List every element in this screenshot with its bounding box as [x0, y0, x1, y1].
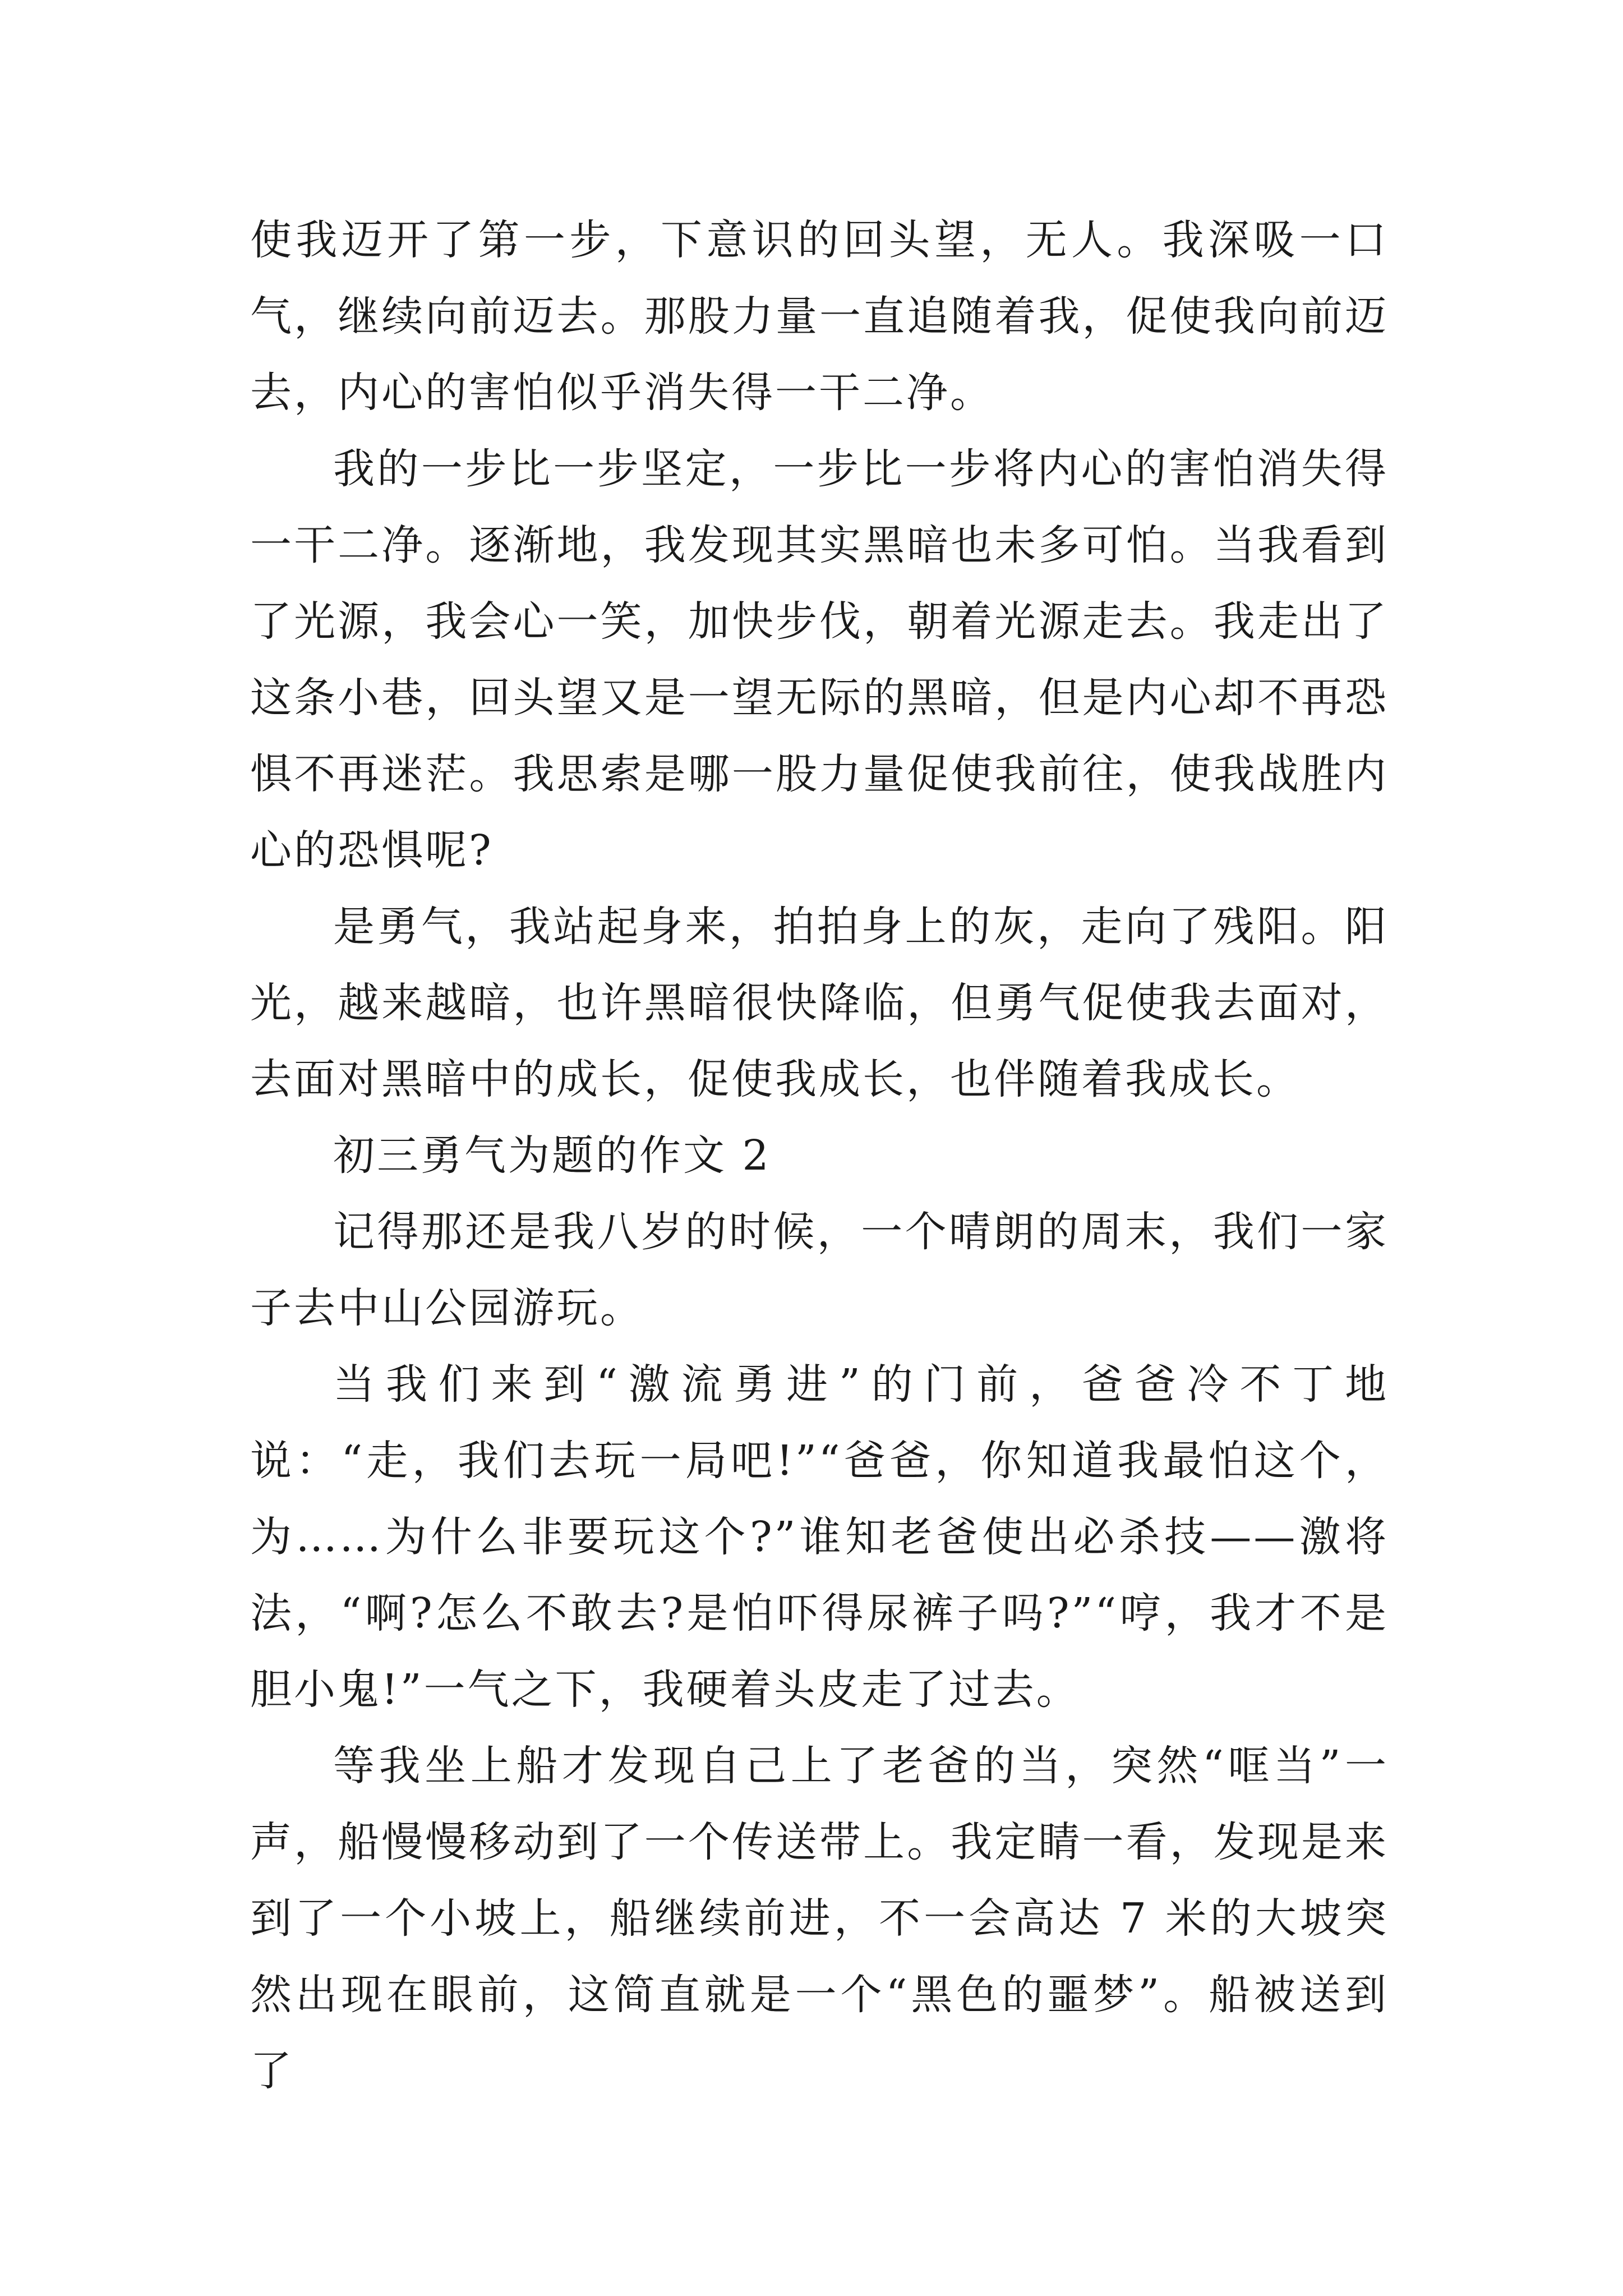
paragraph: 是勇气，我站起身来，拍拍身上的灰，走向了残阳。阳光，越来越暗，也许黑暗很快降临，但勇气促使我去面对，去面对黑暗中的成长，促使我成长，也伴随着我成长。 [250, 903, 1389, 1103]
paragraph: 记得那还是我八岁的时候，一个晴朗的周末，我们一家子去中山公园游玩。 [250, 1208, 1389, 1332]
essay-title: 初三勇气为题的作文 2 [333, 1131, 771, 1180]
essay-body [250, 202, 1389, 2109]
paragraph: 当我们来到“激流勇进”的门前，爸爸冷不丁地说：“走，我们去玩一局吧!”“爸爸，你知道我最怕这个，为……为什么非要玩这个?”谁知老爸使出必杀技——激将法，“啊?怎么不敢去?是怕吓得尿裤子吗?”“哼，我才不是胆小鬼!”一气之下，我硬着头皮走了过去。 [250, 1360, 1389, 1714]
paragraph: 我的一步比一步坚定，一步比一步将内心的害怕消失得一干二净。逐渐地，我发现其实黑暗也未多可怕。当我看到了光源，我会心一笑，加快步伐，朝着光源走去。我走出了这条小巷，回头望又是一望无际的黑暗，但是内心却不再恐惧不再迷茫。我思索是哪一股力量促使我前往，使我战胜内心的恐惧呢? [250, 445, 1389, 875]
paragraph-continuation: 使我迈开了第一步，下意识的回头望，无人。我深吸一口气，继续向前迈去。那股力量一直追随着我，促使我向前迈去，内心的害怕似乎消失得一干二净。 [250, 216, 1389, 417]
paragraph: 等我坐上船才发现自己上了老爸的当，突然“哐当”一声，船慢慢移动到了一个传送带上。我定睛一看，发现是来到了一个小坡上，船继续前进，不一会高达 7 米的大坡突然出现在眼前，这简直就是一个“黑色的噩梦”。船被送到了 [250, 1742, 1389, 2095]
